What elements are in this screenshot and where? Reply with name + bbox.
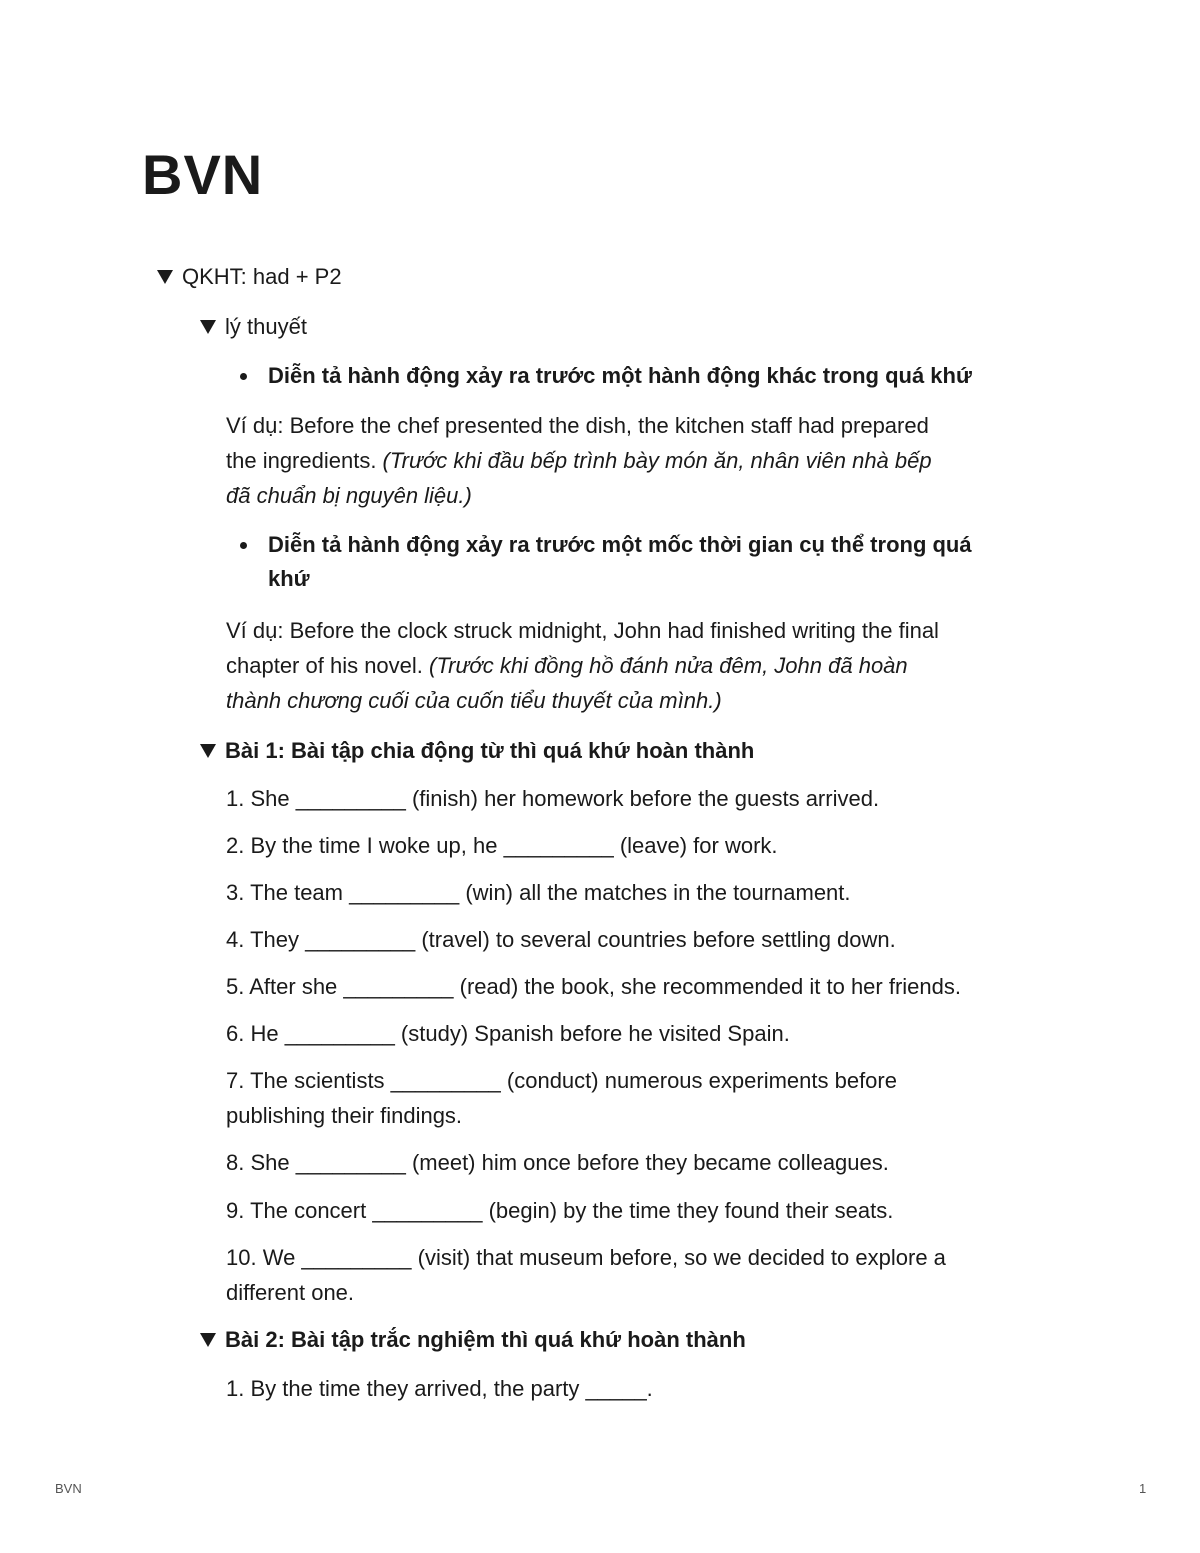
example-paragraph	[226, 613, 1056, 718]
exercise-line: 6. He _________ (study) Spanish before he visited Spain.	[226, 1021, 790, 1046]
example-line: Ví dụ: Before the clock struck midnight, John had finished writing the final	[226, 618, 939, 643]
bullet-text	[268, 528, 972, 596]
example-line: Ví dụ: Before the chef presented the dish, the kitchen staff had prepared	[226, 413, 929, 438]
page-number: 1	[1139, 1481, 1147, 1496]
toggle-exercise-2-label: Bài 2: Bài tập trắc nghiệm thì quá khứ hoàn thành	[225, 1327, 746, 1352]
exercise-line: 9. The concert _________ (begin) by the time they found their seats.	[226, 1198, 894, 1223]
exercise-line: 2. By the time I woke up, he _________ (leave) for work.	[226, 833, 778, 858]
toggle-exercise-1[interactable]	[200, 736, 754, 766]
exercise-line: 7. The scientists _________ (conduct) numerous experiments before	[226, 1068, 897, 1093]
example-translation: đã chuẩn bị nguyên liệu.)	[226, 483, 472, 508]
exercise-line: 10. We _________ (visit) that museum before, so we decided to explore a	[226, 1245, 946, 1270]
toggle-exercise-1-label: Bài 1: Bài tập chia động từ thì quá khứ hoàn thành	[225, 738, 755, 763]
toggle-theory-label: lý thuyết	[225, 314, 307, 339]
exercise-line: 3. The team _________ (win) all the matches in the tournament.	[226, 880, 851, 905]
example-paragraph	[226, 408, 1056, 513]
bullet-item	[240, 359, 1040, 393]
footer-title: BVN	[55, 1481, 82, 1496]
exercise-line: publishing their findings.	[226, 1103, 463, 1128]
exercise-line: 5. After she _________ (read) the book, she recommended it to her friends.	[226, 974, 962, 999]
toggle-exercise-2[interactable]	[200, 1325, 746, 1355]
example-line	[226, 648, 1056, 683]
bullet-dot-icon	[240, 542, 247, 549]
toggle-triangle-icon[interactable]	[200, 744, 216, 758]
example-translation: (Trước khi đồng hồ đánh nửa đêm, John đã hoàn	[429, 653, 908, 678]
toggle-qkht-label: QKHT: had + P2	[182, 264, 342, 289]
example-line	[226, 443, 1056, 478]
exercise-line: 4. They _________ (travel) to several countries before settling down.	[226, 927, 896, 952]
example-translation: (Trước khi đầu bếp trình bày món ăn, nhân viên nhà bếp	[382, 448, 932, 473]
example-text: chapter of his novel.	[226, 653, 430, 678]
bullet-dot-icon	[240, 373, 247, 380]
exercise-line: 8. She _________ (meet) him once before they became colleagues.	[226, 1150, 889, 1175]
bullet-text: Diễn tả hành động xảy ra trước một hành động khác trong quá khứ	[268, 363, 972, 388]
example-translation: thành chương cuối của cuốn tiểu thuyết của mình.)	[226, 688, 722, 713]
example-text: the ingredients.	[226, 448, 383, 473]
bullet-text-line: khứ	[268, 566, 310, 591]
example-line	[226, 478, 1056, 513]
exercise-line: different one.	[226, 1280, 355, 1305]
example-line	[226, 683, 1056, 718]
toggle-triangle-icon[interactable]	[200, 320, 216, 334]
bullet-item	[240, 528, 1040, 596]
toggle-triangle-icon[interactable]	[157, 270, 173, 284]
exercise-line: 1. She _________ (finish) her homework before the guests arrived.	[226, 786, 880, 811]
exercise-line: 1. By the time they arrived, the party _____.	[226, 1376, 653, 1401]
toggle-theory[interactable]	[200, 312, 307, 342]
toggle-triangle-icon[interactable]	[200, 1333, 216, 1347]
bullet-text-line: Diễn tả hành động xảy ra trước một mốc thời gian cụ thể trong quá	[268, 532, 972, 557]
toggle-qkht[interactable]	[157, 262, 342, 292]
page-title: BVN	[142, 143, 264, 206]
